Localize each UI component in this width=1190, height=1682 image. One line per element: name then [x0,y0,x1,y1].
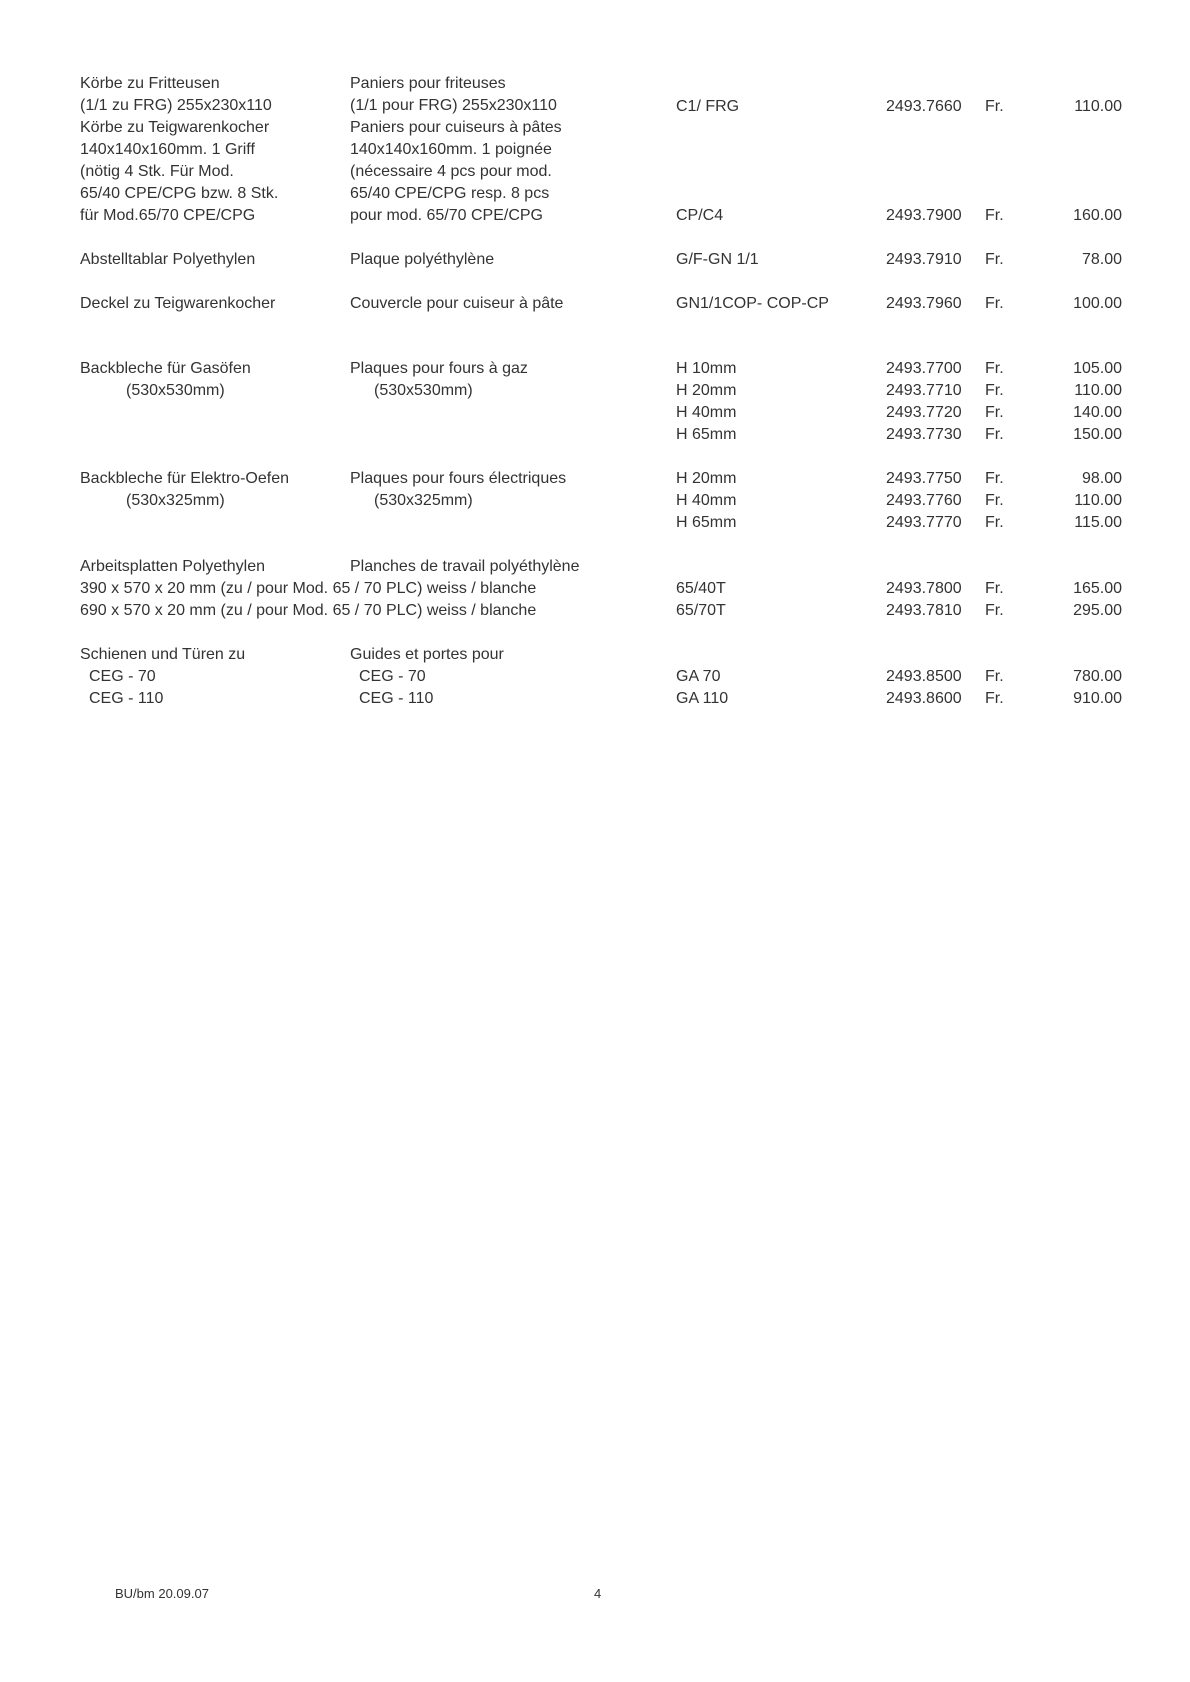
fr-text: Couvercle pour cuiseur à pâte [350,295,564,312]
currency: Fr. [985,382,1004,399]
de-text: für Mod.65/70 CPE/CPG [80,207,256,224]
price: 110.00 [1074,492,1122,509]
model-code: H 10mm [676,360,737,377]
de-text: Abstelltablar Polyethylen [80,251,256,268]
article-number: 2493.7960 [886,295,962,312]
currency: Fr. [985,514,1004,531]
de-text: 140x140x160mm. 1 Griff [80,141,255,158]
article-number: 2493.7900 [886,207,962,224]
worktop-description: 690 x 570 x 20 mm (zu / pour Mod. 65 / 70 PLC) weiss / blanche [80,602,537,619]
de-text: Körbe zu Fritteusen [80,75,220,92]
fr-text: 140x140x160mm. 1 poignée [350,141,552,158]
article-number: 2493.7750 [886,470,962,487]
price: 150.00 [1073,426,1122,443]
price: 910.00 [1073,690,1122,707]
article-number: 2493.7720 [886,404,962,421]
model-code: G/F-GN 1/1 [676,251,759,268]
de-text: Arbeitsplatten Polyethylen [80,558,265,575]
model-code: 65/40T [676,580,726,597]
article-number: 2493.7910 [886,251,962,268]
fr-text: 65/40 CPE/CPG resp. 8 pcs [350,185,550,202]
de-text: Backbleche für Elektro-Oefen [80,470,289,487]
fr-text: (nécessaire 4 pcs pour mod. [350,163,552,180]
model-code: CP/C4 [676,207,724,224]
model-code: H 20mm [676,382,737,399]
model-code: GA 110 [676,690,729,707]
article-number: 2493.7660 [886,98,962,115]
de-text: (530x325mm) [126,492,225,509]
de-text: (1/1 zu FRG) 255x230x110 [80,97,272,114]
fr-text: Paniers pour friteuses [350,75,506,92]
fr-text: CEG - 110 [359,690,434,707]
currency: Fr. [985,360,1004,377]
model-code: H 65mm [676,514,737,531]
model-code: GN1/1COP- COP-CP [676,295,829,312]
fr-text: (1/1 pour FRG) 255x230x110 [350,97,557,114]
article-number: 2493.7710 [886,382,962,399]
article-number: 2493.7760 [886,492,962,509]
currency: Fr. [985,492,1004,509]
de-text: CEG - 70 [89,668,156,685]
model-code: C1/ FRG [676,98,740,115]
article-number: 2493.7770 [886,514,962,531]
currency: Fr. [985,470,1004,487]
price: 78.00 [1081,251,1122,268]
fr-text: (530x325mm) [374,492,473,509]
currency: Fr. [985,602,1004,619]
price: 295.00 [1073,602,1122,619]
article-number: 2493.8500 [886,668,962,685]
price: 780.00 [1073,668,1122,685]
fr-text: Plaque polyéthylène [350,251,495,268]
worktop-description: 390 x 570 x 20 mm (zu / pour Mod. 65 / 70 PLC) weiss / blanche [80,580,537,597]
fr-text: Planches de travail polyéthylène [350,558,580,575]
currency: Fr. [985,251,1004,268]
de-text: (nötig 4 Stk. Für Mod. [80,163,234,180]
fr-text: Plaques pour fours à gaz [350,360,528,377]
price: 110.00 [1074,382,1122,399]
currency: Fr. [985,426,1004,443]
currency: Fr. [985,690,1004,707]
currency: Fr. [985,98,1004,115]
article-number: 2493.7700 [886,360,962,377]
article-number: 2493.7810 [886,602,962,619]
fr-text: Plaques pour fours électriques [350,470,567,487]
currency: Fr. [985,207,1004,224]
model-code: H 65mm [676,426,737,443]
price: 100.00 [1073,295,1122,312]
de-text: Schienen und Türen zu [80,646,246,663]
price: 165.00 [1073,580,1122,597]
currency: Fr. [985,580,1004,597]
price: 105.00 [1073,360,1122,377]
footer-reference: BU/bm 20.09.07 [115,1586,209,1601]
de-text: CEG - 110 [89,690,164,707]
fr-text: Paniers pour cuiseurs à pâtes [350,119,562,136]
price: 110.00 [1074,98,1122,115]
fr-text: Guides et portes pour [350,646,504,663]
fr-text: (530x530mm) [374,382,473,399]
page-number: 4 [594,1586,602,1601]
model-code: H 40mm [676,492,737,509]
fr-text: pour mod. 65/70 CPE/CPG [350,207,543,224]
model-code: H 20mm [676,470,737,487]
currency: Fr. [985,668,1004,685]
price: 115.00 [1074,514,1122,531]
de-text: (530x530mm) [126,382,225,399]
article-number: 2493.8600 [886,690,962,707]
de-text: Körbe zu Teigwarenkocher [80,119,270,136]
fr-text: CEG - 70 [359,668,426,685]
currency: Fr. [985,404,1004,421]
article-number: 2493.7800 [886,580,962,597]
price: 98.00 [1081,470,1122,487]
currency: Fr. [985,295,1004,312]
price: 140.00 [1073,404,1122,421]
model-code: 65/70T [676,602,726,619]
article-number: 2493.7730 [886,426,962,443]
price: 160.00 [1073,207,1122,224]
model-code: GA 70 [676,668,721,685]
model-code: H 40mm [676,404,737,421]
de-text: Deckel zu Teigwarenkocher [80,295,276,312]
de-text: 65/40 CPE/CPG bzw. 8 Stk. [80,185,279,202]
de-text: Backbleche für Gasöfen [80,360,251,377]
